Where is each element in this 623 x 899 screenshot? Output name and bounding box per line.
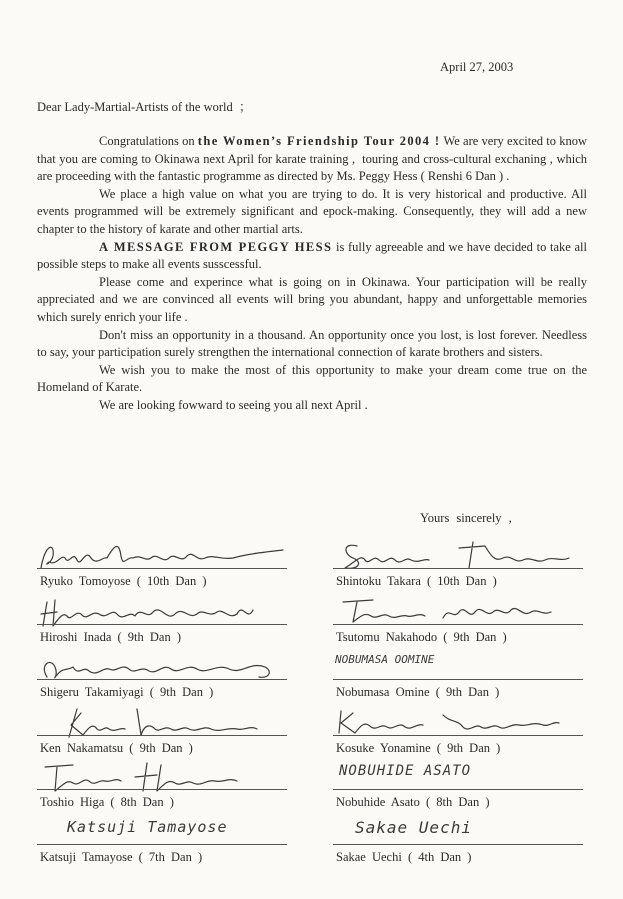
paragraph-7: We are looking fowward to seeing you all next April . [99, 397, 368, 412]
signatory-name: Nobuhide Asato ( 8th Dan ) [336, 795, 490, 809]
signatory-name: Hiroshi Inada ( 9th Dan ) [40, 630, 182, 644]
signature-line [333, 568, 583, 569]
signatory-name: Ken Nakamatsu ( 9th Dan ) [40, 741, 193, 755]
handwritten-signature-takara [333, 536, 583, 576]
signatory-name: Tsutomu Nakahodo ( 9th Dan ) [336, 630, 507, 644]
signatory-name: Toshio Higa ( 8th Dan ) [40, 795, 174, 809]
signature-line [37, 789, 287, 790]
signatory-name: Shigeru Takamiyagi ( 9th Dan ) [40, 685, 214, 699]
signatory-name: Ryuko Tomoyose ( 10th Dan ) [40, 574, 207, 588]
salutation: Dear Lady-Martial-Artists of the world ； [37, 100, 252, 114]
signature-line [333, 789, 583, 790]
handwritten-signature-yonamine [333, 703, 583, 743]
handwritten-signature-higa [37, 757, 287, 797]
paragraph-3: A MESSAGE FROM PEGGY HESS is fully agreeable and we have decided to take all possible steps to make all events susscessful. [37, 239, 587, 272]
signature-block-higa [37, 763, 287, 823]
signature-line [333, 844, 583, 845]
paragraph-1: Congratulations on the Women’s Friendship Tour 2004 ! We are very excited to know that you are coming to Okinawa next April for karate training , touring and cross-cultural exchaning , which are proceeding with the fantastic programme as directed by Ms. Peggy Hess ( Renshi 6 Dan ) . [37, 134, 587, 184]
signature-line [333, 624, 583, 625]
signatory-name: Kosuke Yonamine ( 9th Dan ) [336, 741, 501, 755]
paragraph-5: Don't miss an opportunity in a thousand. An opportunity once you lost, is lost forever. Needless to say, your participation surely strengthen the international connection of karate brothers and sisters. [37, 327, 587, 360]
signature-line [37, 624, 287, 625]
handwritten-signature-takamiyagi [37, 647, 287, 687]
letter-date: April 27, 2003 [440, 60, 514, 74]
handwritten-signature-asato: NOBUHIDE ASATO [339, 763, 472, 779]
signature-block-tamayose [37, 818, 287, 878]
handwritten-signature-tamayose: Katsuji Tamayose [67, 818, 228, 836]
signature-line [37, 568, 287, 569]
signature-line [37, 735, 287, 736]
signature-block-yonamine [333, 709, 583, 769]
handwritten-signature-nakahodo [333, 592, 583, 632]
handwritten-signature-inada [37, 592, 287, 632]
signatory-name: Nobumasa Omine ( 9th Dan ) [336, 685, 500, 699]
handwritten-signature-nakamatsu [37, 703, 287, 743]
signature-line [37, 679, 287, 680]
paragraph-4: Please come and experince what is going on in Okinawa. Your participation will be really appreciated and we are convinced all events will bring you abundant, happy and unforgettable memories which surely enrich your life . [37, 274, 587, 324]
signatory-name: Sakae Uechi ( 4th Dan ) [336, 850, 472, 864]
signature-line [37, 844, 287, 845]
signature-line [333, 679, 583, 680]
paragraph-6: We wish you to make the most of this opportunity to make your dream come true on the Homeland of Karate. [37, 362, 587, 395]
signature-line [333, 735, 583, 736]
letter-body [37, 133, 587, 415]
signatory-name: Katsuji Tamayose ( 7th Dan ) [40, 850, 203, 864]
paragraph-2: We place a high value on what you are trying to do. It is very historical and productive. All events programmed will be extremely significant and epock-making. Consequently, they will add a new chapter to the history of karate and other martial arts. [37, 186, 587, 236]
signature-block-nakahodo [333, 598, 583, 658]
signature-block-asato [333, 763, 583, 823]
handwritten-signature-omine: NOBUMASA OOMINE [335, 653, 435, 666]
closing: Yours sincerely , [420, 511, 512, 525]
handwritten-signature-uechi: Sakae Uechi [355, 818, 472, 837]
handwritten-signature-tomoyose [37, 536, 287, 576]
signature-block-uechi [333, 818, 583, 878]
signatory-name: Shintoku Takara ( 10th Dan ) [336, 574, 497, 588]
